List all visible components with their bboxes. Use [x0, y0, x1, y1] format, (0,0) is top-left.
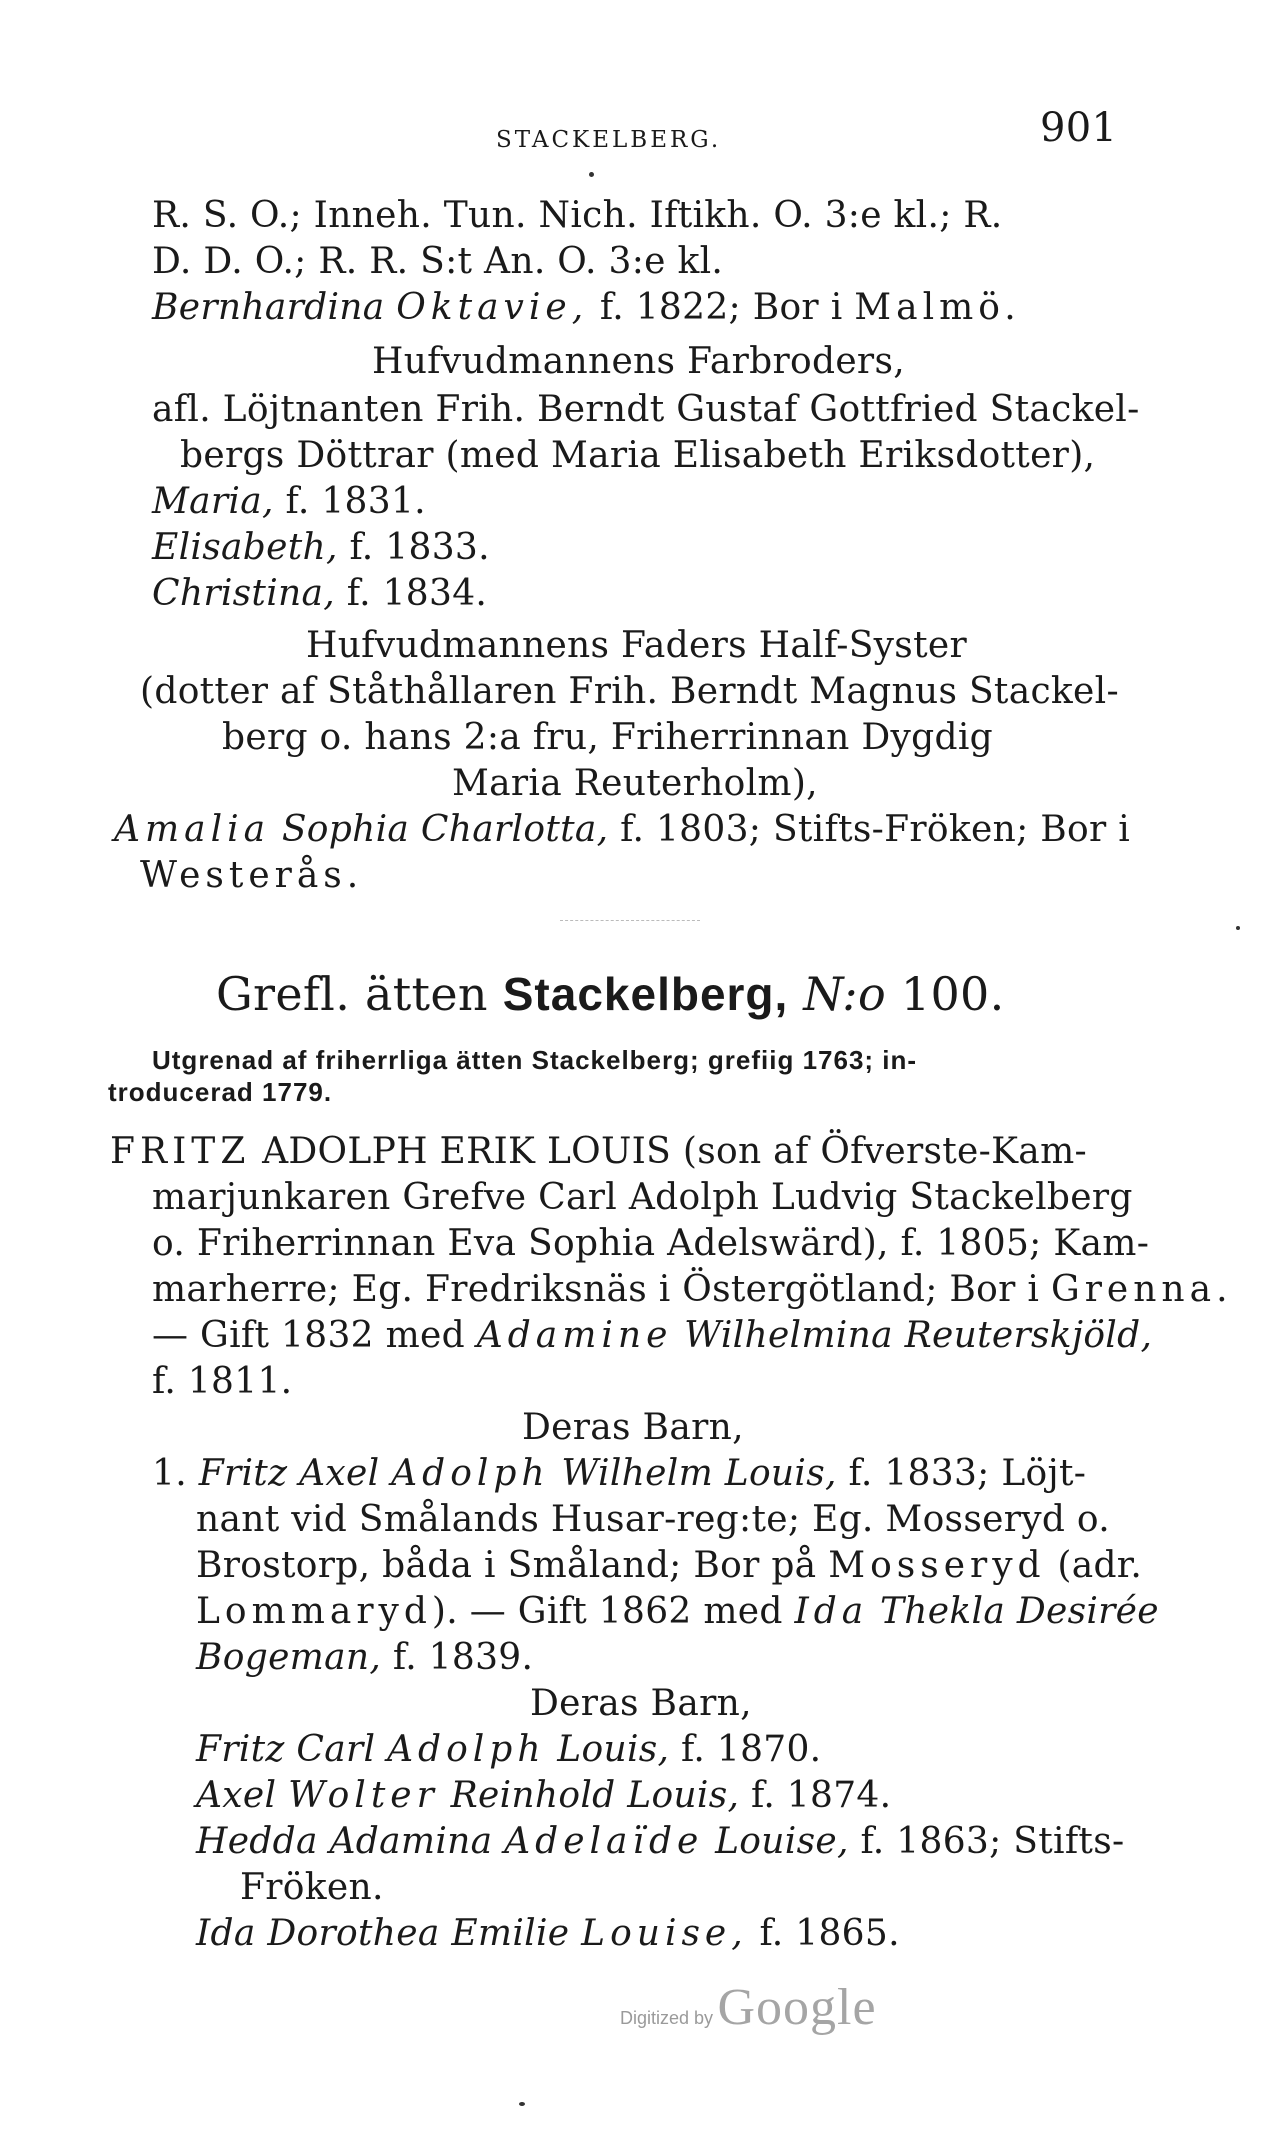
- text-line-8: [152, 526, 490, 570]
- heading-number: 100.: [900, 967, 1005, 1021]
- body-line-5: [152, 1314, 1152, 1358]
- text-line-14: [114, 808, 1130, 852]
- print-speck: [1236, 926, 1240, 930]
- name-fritz-carl: Fritz Carl: [196, 1729, 376, 1770]
- body-line-1: [110, 1130, 1087, 1174]
- name-axel: Axel: [196, 1775, 277, 1816]
- print-speck: [589, 172, 594, 177]
- heading-family-name: Stackelberg,: [502, 968, 789, 1020]
- name-adelaide: Adelaïde: [504, 1821, 704, 1862]
- name-wilhelmina-reuterskjold: Wilhelmina Reuterskjöld,: [684, 1315, 1153, 1356]
- name-ida-dorothea-emilie: Ida Dorothea Emilie: [196, 1913, 570, 1954]
- section-heading: [216, 966, 1005, 1022]
- place-lommaryd: Lommaryd: [196, 1591, 432, 1632]
- name-sophia-charlotta: Sophia Charlotta,: [281, 809, 609, 850]
- section-divider: [560, 920, 700, 921]
- text-frag: f. 1834.: [346, 573, 488, 614]
- text-frag: f. 1865.: [759, 1913, 900, 1954]
- watermark-brand-logo: Google: [717, 1979, 877, 2036]
- place-grenna: Grenna.: [1050, 1269, 1233, 1310]
- text-line-13: Maria Reuterholm),: [452, 763, 818, 804]
- name-adamine: Adamine: [476, 1315, 673, 1356]
- body-line-4: [152, 1268, 1233, 1312]
- body-line-10: [196, 1544, 1142, 1588]
- body-line-14: [196, 1728, 821, 1772]
- name-bogeman: Bogeman,: [196, 1637, 382, 1678]
- name-louise: Louise,: [581, 1913, 748, 1954]
- text-line-5: afl. Löjtnanten Frih. Berndt Gustaf Gottfried Stackel-: [152, 389, 1140, 430]
- name-wilhelm-louis: Wilhelm Louis,: [561, 1453, 837, 1494]
- name-christina: Christina,: [152, 573, 335, 614]
- name-hedda-adamina: Hedda Adamina: [196, 1821, 493, 1862]
- body-line-6: f. 1811.: [152, 1361, 293, 1402]
- place-mosseryd: Mosseryd: [828, 1545, 1046, 1586]
- section-intro-1: Utgrenad af friherrliga ätten Stackelberg; grefiig 1763; in-: [152, 1045, 918, 1075]
- text-frag: — Gift 1832 med: [152, 1315, 465, 1356]
- subheading-farbroders: Hufvudmannens Farbroders,: [372, 341, 905, 382]
- name-ida: Ida: [794, 1591, 869, 1632]
- name-reinhold-louis: Reinhold Louis,: [450, 1775, 740, 1816]
- body-line-18: [196, 1912, 900, 1956]
- name-amalia: Amalia: [114, 809, 271, 850]
- google-watermark: [620, 1978, 877, 2037]
- name-bernhardina: Bernhardina: [152, 287, 385, 328]
- text-frag: f. 1839.: [392, 1637, 534, 1678]
- text-frag: f. 1863; Stifts-: [860, 1821, 1125, 1862]
- name-thekla-desiree: Thekla Desirée: [879, 1591, 1159, 1632]
- subheading-deras-barn: Deras Barn,: [522, 1407, 744, 1448]
- name-louis: Louis,: [557, 1729, 670, 1770]
- subheading-deras-barn-2: Deras Barn,: [530, 1683, 752, 1724]
- text-frag: f. 1870.: [681, 1729, 822, 1770]
- body-line-16: [196, 1820, 1124, 1864]
- text-frag: marherre; Eg. Fredriksnäs i Östergötland; Bor i: [152, 1269, 1040, 1310]
- place-malmo: Malmö.: [854, 287, 1021, 328]
- text-frag: f. 1822; Bor i: [599, 287, 843, 328]
- page-number: 901: [1040, 105, 1118, 151]
- text-frag: ADOLPH ERIK LOUIS (son af Öfverste-Kam-: [262, 1131, 1087, 1172]
- text-line-11: (dotter af Ståthållaren Frih. Berndt Magnus Stackel-: [140, 671, 1119, 712]
- place-westeras: Westerås.: [140, 855, 364, 896]
- text-line-12: berg o. hans 2:a fru, Friherrinnan Dygdig: [222, 717, 994, 758]
- name-fritz-axel: Fritz Axel: [198, 1453, 380, 1494]
- text-line-2: D. D. O.; R. R. S:t An. O. 3:e kl.: [152, 241, 724, 282]
- text-frag: (adr.: [1057, 1545, 1143, 1586]
- body-line-2: marjunkaren Grefve Carl Adolph Ludvig Stackelberg: [152, 1177, 1133, 1218]
- subheading-half-syster: Hufvudmannens Faders Half-Syster: [306, 625, 967, 666]
- text-line-1: R. S. O.; Inneh. Tun. Nich. Iftikh. O. 3:e kl.; R.: [152, 195, 1003, 236]
- body-line-15: [196, 1774, 891, 1818]
- body-line-17: Fröken.: [240, 1867, 384, 1908]
- print-speck: [519, 2102, 525, 2106]
- text-line-3: [152, 286, 1021, 330]
- body-line-8: [152, 1452, 1086, 1496]
- text-frag: f. 1803; Stifts-Fröken; Bor i: [620, 809, 1131, 850]
- text-line-6: bergs Döttrar (med Maria Elisabeth Eriksdotter),: [180, 435, 1096, 476]
- text-frag: ). — Gift 1862 med: [431, 1591, 783, 1632]
- section-intro-2: troducerad 1779.: [108, 1077, 333, 1107]
- text-frag: f. 1833.: [349, 527, 490, 568]
- body-line-3: o. Friherrinnan Eva Sophia Adelswärd), f. 1805; Kam-: [152, 1223, 1150, 1264]
- name-adolph: Adolph: [391, 1453, 550, 1494]
- heading-prefix: Grefl. ätten: [216, 967, 488, 1021]
- text-line-7: [152, 480, 426, 524]
- text-frag: f. 1874.: [750, 1775, 892, 1816]
- text-frag: Brostorp, båda i Småland; Bor på: [196, 1545, 817, 1586]
- name-maria: Maria,: [152, 481, 274, 522]
- name-elisabeth: Elisabeth,: [152, 527, 338, 568]
- name-adolph: Adolph: [387, 1729, 546, 1770]
- text-frag: f. 1831.: [285, 481, 426, 522]
- text-frag: f. 1833; Löjt-: [848, 1453, 1087, 1494]
- name-louise: Louise,: [715, 1821, 849, 1862]
- name-wolter: Wolter: [288, 1775, 439, 1816]
- body-line-9: nant vid Smålands Husar-reg:te; Eg. Mosseryd o.: [196, 1499, 1111, 1540]
- list-number: 1.: [152, 1453, 187, 1494]
- body-line-11: [196, 1590, 1159, 1634]
- name-oktavie: Oktavie,: [396, 287, 589, 328]
- text-line-9: [152, 572, 487, 616]
- running-title: STACKELBERG.: [496, 127, 722, 153]
- body-line-12: [196, 1636, 533, 1680]
- heading-no: N:o: [803, 967, 886, 1021]
- watermark-digitized: Digitized by: [620, 2008, 714, 2028]
- name-fritz-caps: FRITZ: [110, 1131, 251, 1172]
